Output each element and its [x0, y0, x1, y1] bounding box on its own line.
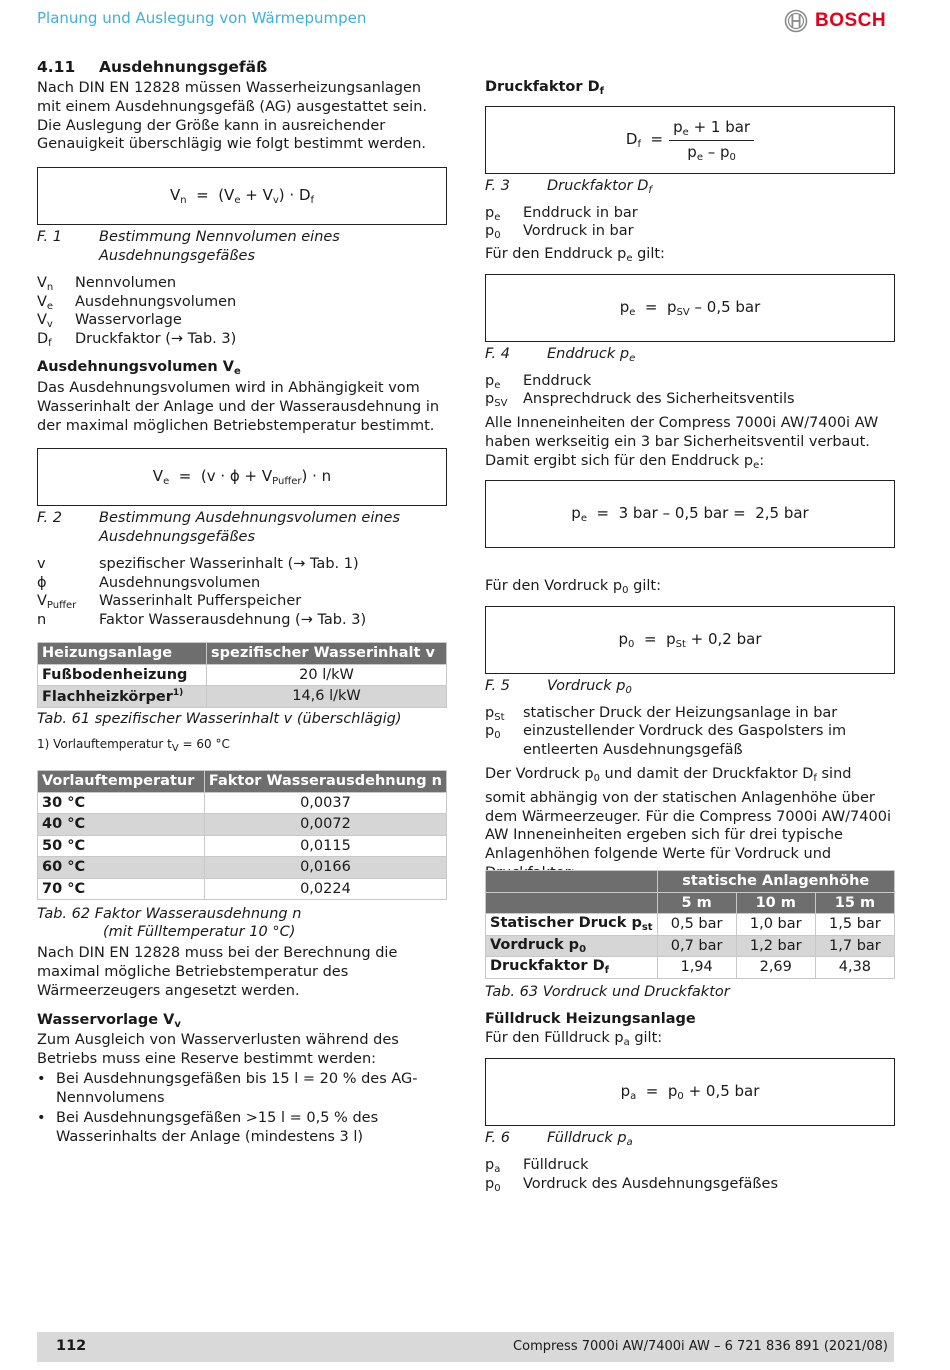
paragraph-fuelldruck-intro: Für den Fülldruck $p_a$ gilt:: [485, 1030, 663, 1048]
caption-f5: F. 5 Vordruck $p_0$: [485, 678, 632, 696]
table-61-header: spezifischer Wasserinhalt v: [207, 643, 447, 665]
document-reference: Compress 7000i AW/7400i AW – 6 721 836 891 (2021/08): [513, 1339, 888, 1354]
paragraph-wasservorlage: Zum Ausgleich von Wasserverlusten während des Betriebs muss eine Reserve bestimmt werden:: [37, 1032, 399, 1067]
brand-name: BOSCH: [815, 10, 887, 31]
table-row: 50 °C 0,0115: [38, 835, 447, 857]
table-row: Vordruck $p_0$ 0,7 bar 1,2 bar 1,7 bar: [486, 935, 895, 957]
table-row: 70 °C 0,0224: [38, 878, 447, 900]
footnote-tab61: 1) Vorlauftemperatur $t_V = 60$ °C: [37, 737, 230, 754]
section-number: 4.11: [37, 58, 76, 76]
table-row: 40 °C 0,0072: [38, 814, 447, 836]
caption-f6: F. 6 Fülldruck $p_a$: [485, 1130, 633, 1148]
formula-f2: $V_e = (v \cdot \phi + V_{Puffer}) \cdot n$: [37, 448, 447, 506]
paragraph-ausdehnungsvolumen: Das Ausdehnungsvolumen wird in Abhängigkeit vom Wasserinhalt der Anlage und der Wasserausdehnung in der maximal möglichen Betriebstemperatur bestimmt.: [37, 380, 440, 434]
table-61: [37, 642, 447, 708]
table-row: Statischer Druck $p_{st}$ 0,5 bar 1,0 bar 1,5 bar: [486, 914, 895, 936]
paragraph-vordruck-intro: Für den Vordruck $p_0$ gilt:: [485, 578, 661, 596]
page-number: 112: [56, 1338, 87, 1354]
formula-f3: $D_f$ = $\frac{p_e + 1 bar}{p_e - p_0}$: [485, 106, 895, 174]
formula-f1: $V_n = (V_e + V_v) \cdot D_f$: [37, 167, 447, 225]
paragraph-enddruck-intro: Für den Enddruck $p_e$ gilt:: [485, 246, 665, 264]
caption-f4: F. 4 Enddruck $p_e$: [485, 346, 636, 364]
table-61-header: Heizungsanlage: [38, 643, 207, 665]
paragraph-vordruck: Der Vordruck $p_0$ und damit der Druckfaktor $D_f$ sind somit abhängig von der statischen Anlagenhöhe über dem Wärmeerzeuger. Für die Compress 7000i AW/7400i AW Inneneinheiten ergeben sich für drei typische Anlagenhöhen folgende Werte für Vordruck und: [485, 766, 891, 863]
table-63: statische Anlagenhöhe 5 m 10 m 15 m Statischer Druck $p_{st}$ 0,5 bar 1,0 bar 1,5 bar Vordruck $p_0$ 0,7 bar 1,2 bar 1,7 bar Druckfaktor $D_f$ 1,94 2,69 4,38: [485, 870, 895, 979]
caption-tab62: Tab. 62 Faktor Wasserausdehnung n: [37, 906, 302, 922]
caption-tab61: Tab. 61 spezifischer Wasserinhalt v (überschlägig): [37, 711, 402, 727]
section-title: Ausdehnungsgefäß: [99, 58, 268, 76]
heading-wasservorlage: Wasservorlage $V_v$: [37, 1012, 181, 1030]
caption-tab62-sub: (mit Fülltemperatur 10 °C): [103, 924, 296, 940]
caption-f3: F. 3 Druckfaktor $D_f$: [485, 178, 652, 196]
formula-f6: $p_a = p_0 + 0,5$ bar: [485, 1058, 895, 1126]
table-row: Fußbodenheizung 20 l/kW: [38, 664, 447, 686]
formula-enddruck-result: $p_e = 3$ bar – 0,5 bar = 2,5 bar: [485, 480, 895, 548]
paragraph-inneneinheiten: Alle Inneneinheiten der Compress 7000i AW/7400i AW haben werkseitig ein 3 bar Sicherheitsventil verbaut. Damit ergibt sich für den Enddruck $p_e$:: [485, 415, 879, 471]
bosch-logo: [784, 8, 886, 34]
formula-f5: $p_0 = p_{St} + 0,2$ bar: [485, 606, 895, 674]
page-footer: [37, 1332, 894, 1362]
table-row: 30 °C 0,0037: [38, 792, 447, 814]
table-62: Vorlauftemperatur Faktor Wasserausdehnung n 30 °C 0,0037 40 °C 0,0072 50 °C 0,0115 60 °C 0,0166 70 °C 0,0224: [37, 770, 447, 900]
caption-f1: F. 1 Bestimmung Nennvolumen eines Ausdehnungsgefäßes: [37, 229, 340, 264]
caption-tab63: Tab. 63 Vordruck und Druckfaktor: [485, 984, 730, 1000]
caption-f2: F. 2 Bestimmung Ausdehnungsvolumen eines Ausdehnungsgefäßes: [37, 510, 401, 545]
paragraph-din: Nach DIN EN 12828 muss bei der Berechnung die maximal mögliche Betriebstemperatur des Wärmeerzeugers angesetzt werden.: [37, 945, 398, 999]
heading-druckfaktor: Druckfaktor $D_f$: [485, 79, 604, 97]
table-row: Druckfaktor $D_f$ 1,94 2,69 4,38: [486, 957, 895, 979]
table-row: 60 °C 0,0166: [38, 857, 447, 879]
intro-paragraph: Nach DIN EN 12828 müssen Wasserheizungsanlagen mit einem Ausdehnungsgefäß (AG) ausgestattet sein. Die Auslegung der Größe kann in ausreichender Genauigkeit überschlägig wie folgt bestimmt werden.: [37, 80, 427, 153]
bosch-armature-icon: [784, 9, 808, 33]
heading-ausdehnungsvolumen: Ausdehnungsvolumen $V_e$: [37, 359, 241, 377]
heading-fuelldruck: Fülldruck Heizungsanlage: [485, 1011, 696, 1027]
formula-f4: $p_e = p_{SV} - 0,5$ bar: [485, 274, 895, 342]
table-row: Flachheizkörper$^{1)}$ 14,6 l/kW: [38, 686, 447, 708]
running-header: Planung und Auslegung von Wärmepumpen: [37, 9, 367, 27]
